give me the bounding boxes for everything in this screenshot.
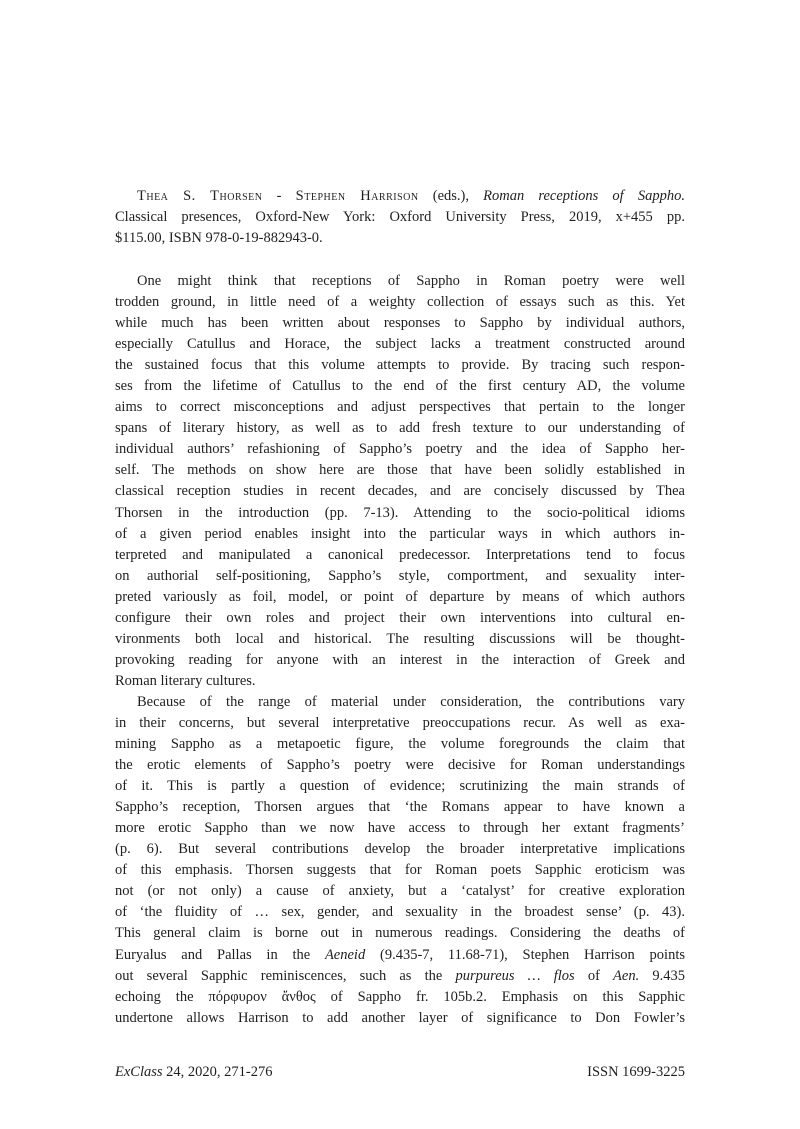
text-segment: preted variously as foil, model, or point of departure by means of which authors <box>115 588 685 605</box>
text-segment: - <box>262 188 296 204</box>
text-segment: aims to correct misconceptions and adjust perspectives that pertain to the longer <box>115 399 685 416</box>
italic-text: ExClass <box>115 1064 163 1080</box>
text-segment: This general claim is borne out in numerous readings. Considering the deaths of <box>115 925 685 942</box>
page-footer <box>115 1062 685 1083</box>
text-segment: spans of literary history, as well as to add fresh texture to our understanding of <box>115 420 685 437</box>
text-line <box>115 292 685 313</box>
text-line <box>115 860 685 881</box>
text-segment: Because of the range of material under consideration, the contributions vary <box>137 693 685 710</box>
text-segment: $115.00, ISBN 978-0-19-882943-0. <box>115 230 323 247</box>
text-segment: trodden ground, in little need of a weighty collection of essays such as this. Yet <box>115 294 685 311</box>
book-citation <box>115 186 685 249</box>
text-segment: Roman literary cultures. <box>115 672 256 689</box>
text-line <box>115 923 685 944</box>
text-line <box>115 797 685 818</box>
text-segment: 24, 2020, 271-276 <box>162 1064 273 1080</box>
italic-text: Roman receptions of Sappho. <box>483 188 685 204</box>
text-segment: ses from the lifetime of Catullus to the end of the first century AD, the volume <box>115 378 685 395</box>
text-line <box>115 418 685 439</box>
review-body <box>115 271 685 1029</box>
italic-text: Aeneid <box>324 946 366 963</box>
text-segment: One might think that receptions of Sappho in Roman poetry were well <box>137 273 685 289</box>
text-segment: individual authors’ refashioning of Sappho’s poetry and the idea of Sappho her- <box>115 441 685 458</box>
text-line <box>115 587 685 608</box>
text-segment: echoing the πόρφυρον ἄνθος of Sappho fr. 105b.2. Emphasis on this Sapphic <box>115 988 685 1005</box>
paragraph-1 <box>115 271 685 692</box>
text-segment: Classical presences, Oxford-New York: Oxford University Press, 2019, x+455 pp. <box>115 209 685 226</box>
text-line <box>115 945 685 966</box>
text-line <box>115 313 685 334</box>
text-segment: not (or not only) a cause of anxiety, but a ‘catalyst’ for creative exploration <box>115 883 685 900</box>
text-line <box>115 503 685 524</box>
text-line <box>115 271 685 292</box>
issn-number: ISSN 1699-3225 <box>587 1064 685 1080</box>
text-line <box>115 186 685 207</box>
text-segment: of a given period enables insight into the particular ways in which authors in- <box>115 525 685 542</box>
text-line <box>115 1008 685 1029</box>
text-line <box>115 671 685 692</box>
journal-reference <box>115 1062 273 1083</box>
text-line <box>115 987 685 1008</box>
text-segment: Sappho’s reception, Thorsen argues that ‘the Romans appear to have known a <box>115 799 685 816</box>
text-line <box>115 460 685 481</box>
text-segment: mining Sappho as a metapoetic figure, the volume foregrounds the claim that <box>115 736 685 753</box>
italic-text: purpureus … flos <box>455 967 575 984</box>
text-line <box>115 692 685 713</box>
text-line <box>115 334 685 355</box>
smallcaps-name: Thea S. Thorsen <box>137 188 263 204</box>
text-segment: configure their own roles and project their own interventions into cultural en- <box>115 609 685 626</box>
text-line <box>115 755 685 776</box>
text-segment: self. The methods on show here are those that have been solidly established in <box>115 462 685 479</box>
text-segment: more erotic Sappho than we now have access to through her extant fragments’ <box>115 820 685 837</box>
paragraph-2 <box>115 692 685 1029</box>
text-line <box>115 650 685 671</box>
text-line <box>115 966 685 987</box>
text-segment: undertone allows Harrison to add another layer of significance to Don Fowler’s <box>115 1009 685 1026</box>
text-line <box>115 902 685 923</box>
text-segment: 9.435 <box>639 967 685 984</box>
text-segment: the erotic elements of Sappho’s poetry were decisive for Roman understandings <box>115 757 685 774</box>
text-line <box>115 481 685 502</box>
text-line <box>115 397 685 418</box>
text-segment: of ‘the fluidity of … sex, gender, and sexuality in the broadest sense’ (p. 43). <box>115 904 685 921</box>
text-segment: (9.435-7, 11.68-71), Stephen Harrison points <box>365 946 685 963</box>
text-line <box>115 566 685 587</box>
text-segment: of <box>574 967 614 984</box>
text-line <box>115 228 685 249</box>
text-line <box>115 881 685 902</box>
text-line <box>115 629 685 650</box>
text-segment: in their concerns, but several interpretative preoccupations recur. As well as exa- <box>115 714 685 731</box>
text-segment: (eds.), <box>418 188 484 204</box>
text-line <box>115 776 685 797</box>
text-segment: provoking reading for anyone with an interest in the interaction of Greek and <box>115 651 685 668</box>
text-line <box>115 713 685 734</box>
text-line <box>115 207 685 228</box>
text-segment: (p. 6). But several contributions develop the broader interpretative implications <box>115 841 685 858</box>
text-segment: especially Catullus and Horace, the subject lacks a treatment constructed around <box>115 336 685 353</box>
text-line <box>115 818 685 839</box>
text-segment: on authorial self-positioning, Sappho’s style, comportment, and sexuality inter- <box>115 567 685 584</box>
text-line <box>115 355 685 376</box>
text-line <box>115 839 685 860</box>
text-line <box>115 545 685 566</box>
text-line <box>115 608 685 629</box>
text-segment: terpreted and manipulated a canonical predecessor. Interpretations tend to focus <box>115 546 685 563</box>
text-segment: Euryalus and Pallas in the <box>115 946 325 963</box>
text-segment: while much has been written about responses to Sappho by individual authors, <box>115 315 685 332</box>
text-segment: Thorsen in the introduction (pp. 7-13). Attending to the socio-political idioms <box>115 504 685 521</box>
text-segment: of it. This is partly a question of evidence; scrutinizing the main strands of <box>115 778 685 795</box>
text-segment: out several Sapphic reminiscences, such as the <box>115 967 456 984</box>
text-line <box>115 376 685 397</box>
text-line <box>115 734 685 755</box>
text-line <box>115 439 685 460</box>
text-segment: the sustained focus that this volume attempts to provide. By tracing such respon- <box>115 357 685 374</box>
italic-text: Aen. <box>613 967 640 984</box>
text-segment: vironments both local and historical. The resulting discussions will be thought- <box>115 630 685 647</box>
text-segment: of this emphasis. Thorsen suggests that for Roman poets Sapphic eroticism was <box>115 862 685 879</box>
text-segment: classical reception studies in recent decades, and are concisely discussed by Thea <box>115 483 685 500</box>
text-line <box>115 524 685 545</box>
smallcaps-name: Stephen Harrison <box>295 188 419 204</box>
